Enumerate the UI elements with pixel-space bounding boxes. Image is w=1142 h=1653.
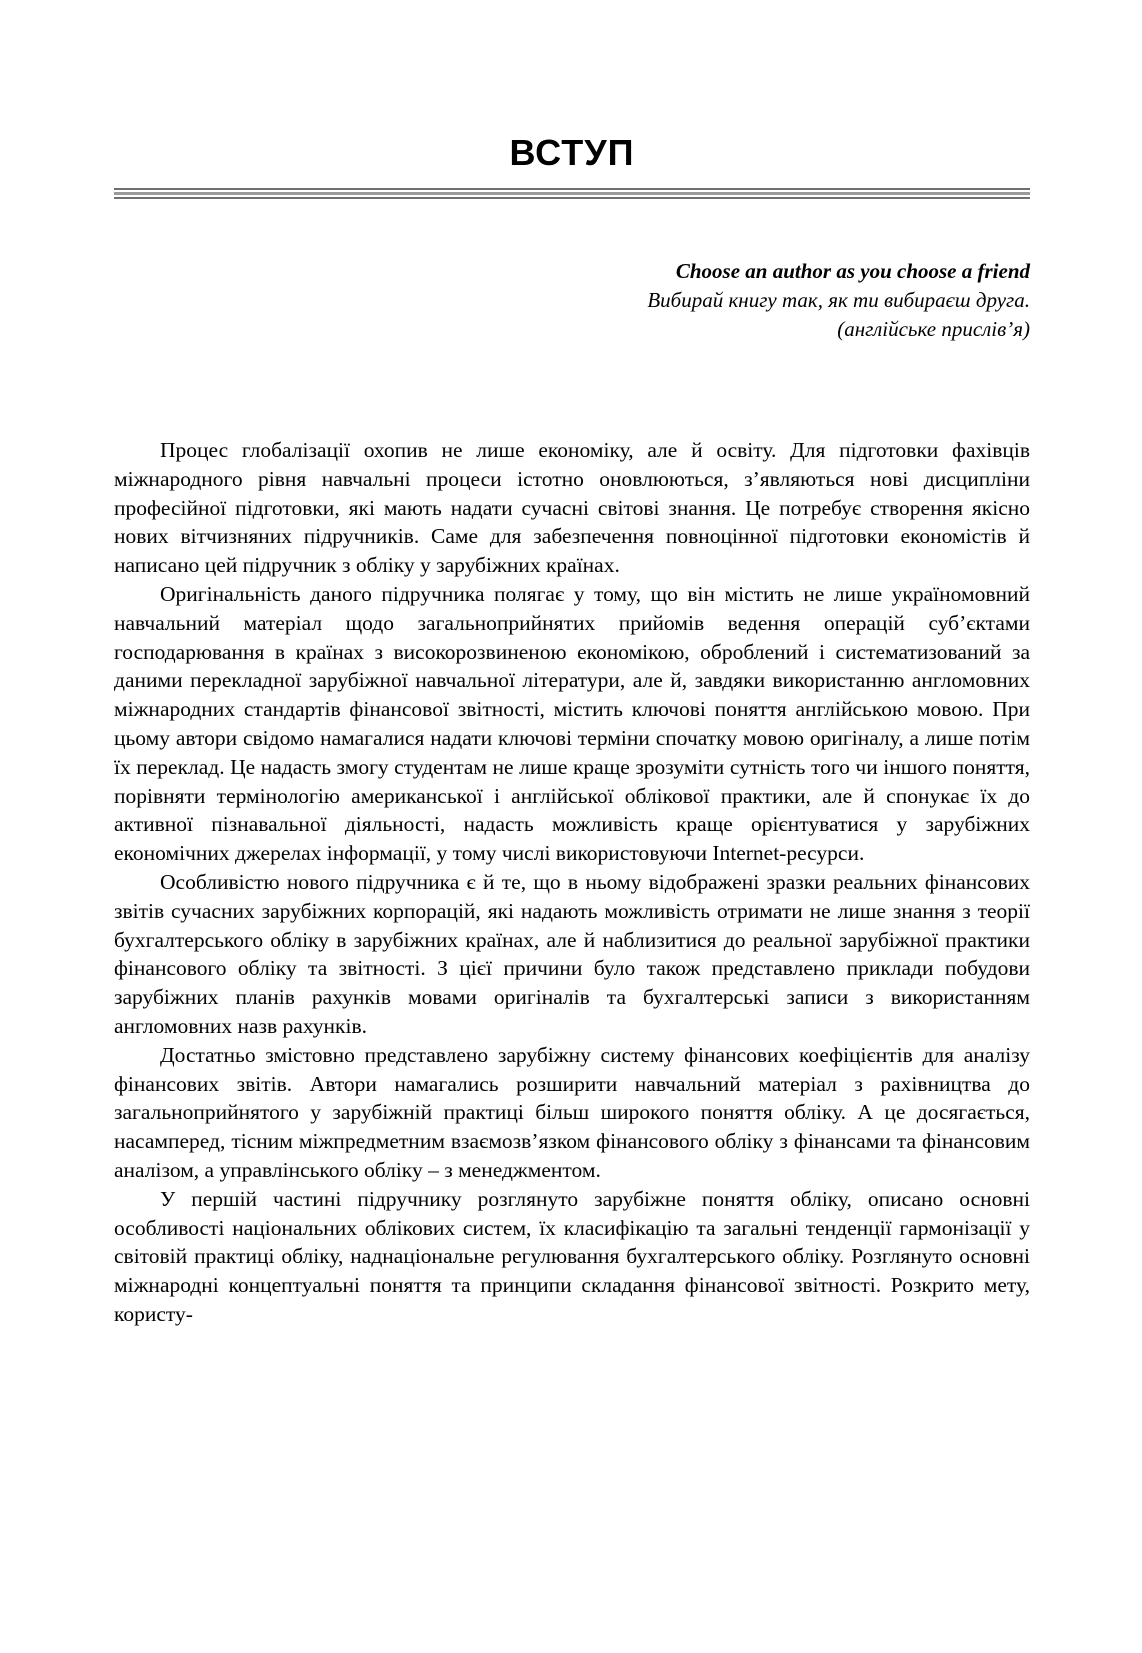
epigraph (114, 257, 1030, 344)
page-title: ВСТУП (509, 132, 635, 173)
epigraph-attribution: (англійське прислів’я) (837, 317, 1030, 341)
rule-line-bottom (114, 197, 1030, 199)
paragraph-4: Достатньо змістовно представлено зарубіжну систему фінансових коефіцієнтів для аналізу фінансових звітів. Автори намагались розширити навчальний матеріал з рахівництва до загальноприйнятого у зарубіжній практиці більш широкого поняття обліку. А це досягається, насамперед, тісним міжпредметним взаємозв’язком фінансового обліку з фінансами та фінансовим аналізом, а управлінського обліку – з менеджментом. (114, 1042, 1030, 1182)
decorative-rule (114, 188, 1030, 199)
paragraph-5: У першій частині підручнику розглянуто зарубіжне поняття обліку, описано основні особливості національних облікових систем, їх класифікацію та загальні тенденції гармонізації у світовій практиці обліку, наднаціональне регулювання бухгалтерського обліку. Розглянуто основні міжнародні концептуальні поняття та принципи складання фінансової звітності. Розкрито мету, користу- (114, 1186, 1030, 1326)
rule-line-middle (114, 192, 1030, 195)
epigraph-quote-english: Choose an author as you choose a friend (675, 259, 1030, 283)
paragraph-2: Оригінальність даного підручника полягає у тому, що він містить не лише україномовний навчальний матеріал щодо загальноприйнятих прийомів ведення операцій суб’єктами господарювання в країнах з високорозвиненою економікою, оброблений і систематизований за даними перекладної зарубіжної навчальної літератури, але й, завдяки використанню англомовних міжнародних стандартів фінансової звітності, містить ключові поняття англійською мовою. При цьому автори свідомо намагалися надати ключові терміни спочатку мовою оригіналу, а лише потім їх переклад. Це надасть змогу студентам не лише краще зрозуміти сутність того чи іншого поняття, порівняти термінологію американської і англійської облікової практики, але й спонукає їх до активної пізнавальної діяльності, надасть можливість краще орієнтуватися у зарубіжних економічних джерелах інформації, у тому числі використовуючи Internet-ресурси. (114, 581, 1030, 866)
paragraph-1: Процес глобалізації охопив не лише економіку, але й освіту. Для підготовки фахівців міжнародного рівня навчальні процеси істотно оновлюються, з’являються нові дисципліни професійної підготовки, які мають надати сучасні світові знання. Це потребує створення якісно нових вітчизняних підручників. Саме для забезпечення повноцінної підготовки економістів й написано цей підручник з обліку у зарубіжних країнах. (114, 438, 1030, 578)
body-text (114, 436, 1030, 1329)
rule-line-top (114, 188, 1030, 190)
paragraph-3: Особливістю нового підручника є й те, що в ньому відображені зразки реальних фінансових звітів сучасних зарубіжних корпорацій, які надають можливість отримати не лише знання з теорії бухгалтерського обліку в зарубіжних країнах, але й наблизитися до реальної зарубіжної практики фінансового обліку та звітності. З цієї причини було також представлено приклади побудови зарубіжних планів рахунків мовами оригіналів та бухгалтерські записи з використанням англомовних назв рахунків. (114, 869, 1030, 1038)
epigraph-quote-ukrainian: Вибирай книгу так, як ти вибираєш друга. (647, 288, 1030, 312)
